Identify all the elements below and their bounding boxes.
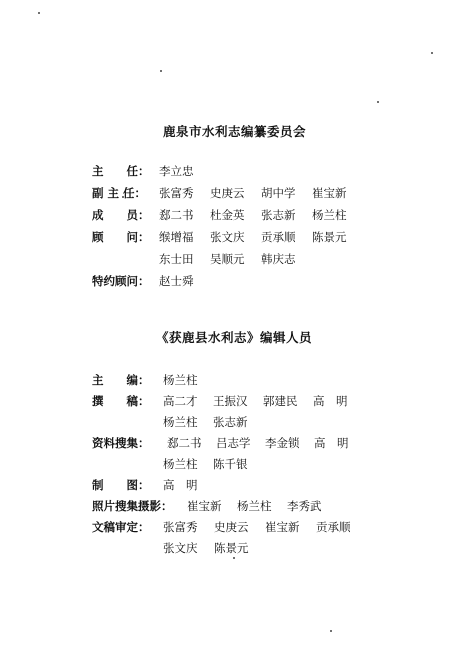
member-name: 陈千银 bbox=[213, 457, 248, 471]
scan-speck bbox=[431, 52, 433, 54]
member-name: 张文庆 bbox=[163, 541, 198, 555]
member-name: 郄二书 bbox=[159, 208, 194, 222]
member-name: 李立忠 bbox=[159, 164, 194, 178]
member-name: 张富秀 bbox=[159, 186, 194, 200]
member-name: 杜金英 bbox=[210, 208, 245, 222]
member-name: 杨兰柱 bbox=[163, 415, 198, 429]
member-name: 李金锁 bbox=[265, 436, 300, 450]
row-label: 主 任： bbox=[92, 164, 150, 178]
editors-title: 《获鹿县水利志》编辑人员 bbox=[156, 330, 313, 345]
member-name: 东士田 bbox=[159, 252, 194, 266]
member-name: 胡中学 bbox=[261, 186, 296, 200]
member-name: 王振汉 bbox=[213, 394, 248, 408]
member-name: 张文庆 bbox=[210, 230, 245, 244]
row-label: 制 图： bbox=[92, 478, 150, 492]
committee-title: 鹿泉市水利志编纂委员会 bbox=[163, 124, 307, 139]
member-name: 赵士舜 bbox=[159, 274, 194, 288]
member-name: 郭建民 bbox=[263, 394, 298, 408]
member-name: 高 明 bbox=[313, 394, 348, 408]
member-name: 陈景元 bbox=[214, 541, 249, 555]
member-name: 高 明 bbox=[314, 436, 349, 450]
member-name: 杨兰柱 bbox=[312, 208, 347, 222]
member-name: 陈景元 bbox=[312, 230, 347, 244]
member-name: 崔宝新 bbox=[312, 186, 347, 200]
member-name: 崔宝新 bbox=[187, 499, 222, 513]
scan-speck bbox=[377, 101, 379, 103]
row-label: 撰 稿： bbox=[92, 394, 150, 408]
member-name: 郄二书 bbox=[167, 436, 202, 450]
member-name: 贡承顺 bbox=[261, 230, 296, 244]
scan-speck bbox=[330, 630, 332, 632]
row-label: 资料搜集： bbox=[92, 436, 150, 450]
row-label: 照片搜集摄影： bbox=[92, 499, 173, 513]
member-name: 史庚云 bbox=[210, 186, 245, 200]
row-label: 主 编： bbox=[92, 373, 150, 387]
member-name: 崔宝新 bbox=[265, 520, 300, 534]
member-name: 贡承顺 bbox=[316, 520, 351, 534]
member-name: 张志新 bbox=[261, 208, 296, 222]
member-name: 吴顺元 bbox=[210, 252, 245, 266]
row-label: 副 主 任： bbox=[92, 186, 147, 200]
row-label: 特约顾问： bbox=[92, 274, 150, 288]
member-name: 高 明 bbox=[163, 478, 198, 492]
member-name: 高二才 bbox=[163, 394, 198, 408]
scan-speck bbox=[160, 70, 162, 72]
scan-speck bbox=[233, 557, 235, 559]
member-name: 缑增福 bbox=[159, 230, 194, 244]
member-name: 李秀武 bbox=[287, 499, 322, 513]
scan-speck bbox=[38, 12, 40, 14]
member-name: 史庚云 bbox=[214, 520, 249, 534]
member-name: 杨兰柱 bbox=[163, 457, 198, 471]
row-label: 成 员： bbox=[92, 208, 150, 222]
row-label: 顾 问： bbox=[92, 230, 150, 244]
member-name: 张富秀 bbox=[163, 520, 198, 534]
member-name: 杨兰柱 bbox=[237, 499, 272, 513]
member-name: 张志新 bbox=[213, 415, 248, 429]
member-name: 韩庆志 bbox=[261, 252, 296, 266]
member-name: 吕志学 bbox=[216, 436, 251, 450]
row-label: 文稿审定： bbox=[92, 520, 150, 534]
member-name: 杨兰柱 bbox=[163, 373, 198, 387]
